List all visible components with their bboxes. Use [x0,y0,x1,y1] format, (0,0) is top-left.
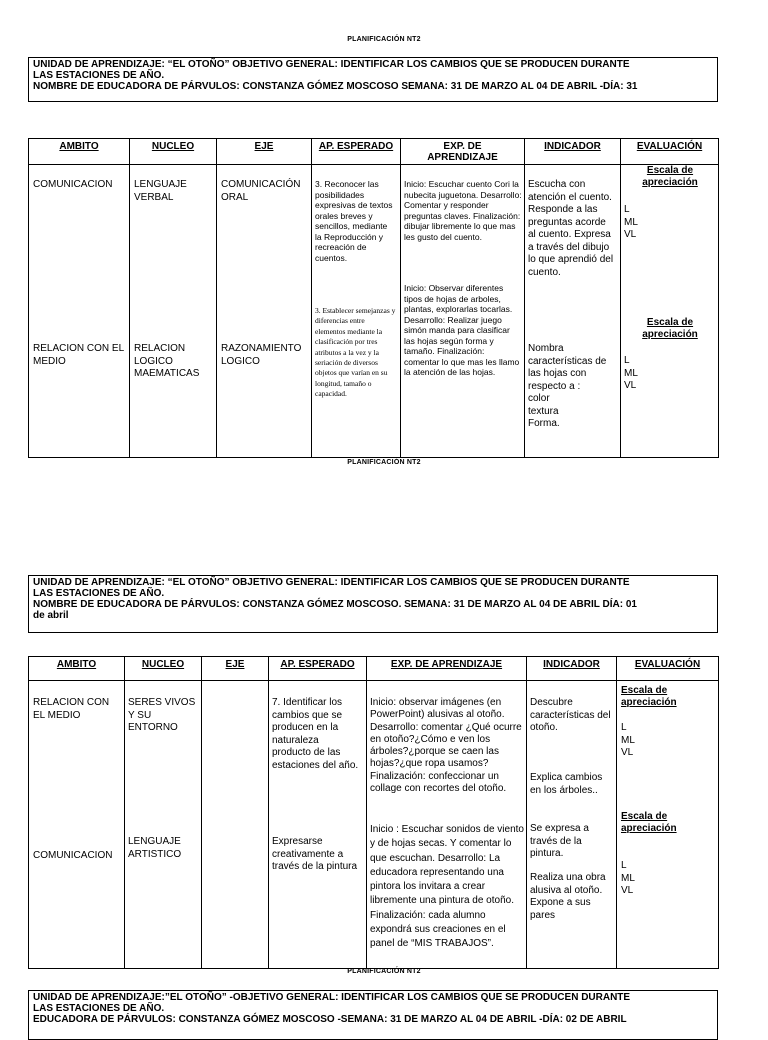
ambito-text: COMUNICACION [33,850,113,861]
table-row [29,165,719,458]
evaluation-scale-title: Escala de apreciación [642,317,698,340]
scale-item: ML [624,216,638,228]
indicador-text: Descubre características del otoño. [530,697,611,733]
header-line: UNIDAD DE APRENDIZAJE: “EL OTOÑO” OBJETIVO GENERAL: IDENTIFICAR LOS CAMBIOS QUE SE PRODUCEN DURANTE [33,59,630,70]
indicador-cell [525,165,621,458]
indicador-text: Nombra características de las hojas con respecto a : [528,343,607,392]
indicador-list-item: color [528,393,550,404]
column-header: NUCLEO [130,139,217,165]
table-header-row [29,139,719,165]
scale-item: ML [624,367,638,379]
column-header: EVALUACIÓN [621,139,719,165]
unit-header-box [28,575,718,633]
exp-text: Inicio: Escuchar cuento Cori la nubecita juguetona. Desarrollo: Comentar y responder preguntas claves. Finalización: dibujar libremente lo que mas les gusto del cuento. [404,179,522,242]
header-line: NOMBRE DE EDUCADORA DE PÁRVULOS: CONSTANZA GÓMEZ MOSCOSO. SEMANA: 31 DE MARZO AL 04 DE ABRIL DÍA: 01 [33,599,637,610]
scale-item: L [624,355,630,366]
evaluacion-cell [617,681,719,969]
exp-text: Inicio: Observar diferentes tipos de hojas de arboles, plantas, explorarlas tocarlas. Desarrollo: Realizar juego simón manda para clasificar las hojas según forma y tamaño. Finalización: comentar lo que mas les llamo la atención de las hojas. [404,283,520,377]
evaluation-scale-title: Escala de apreciación [621,685,677,708]
ap-cell [269,681,367,969]
exp-cell [401,165,525,458]
header-line: de abril [33,610,69,621]
ap-text: Expresarse creativamente a través de la pintura [272,836,358,872]
nucleo-text: RELACION LOGICO MAEMATICAS [134,343,200,379]
scale-item: VL [621,885,634,896]
exp-text: Inicio : Escuchar sonidos de viento y de hojas secas. Y comentar lo que escuchan. Desarrollo: La educadora representando una pintora los invitara a crear libremente una pintura de otoño. Finalización: cada alumno expondrá sus creaciones en el panel de “MIS TRABAJOS”. [370,824,524,950]
eje-cell [217,165,312,458]
ambito-cell [29,165,130,458]
scale-item: VL [624,229,637,240]
planning-table [28,656,719,969]
column-header: INDICADOR [527,657,617,681]
nucleo-cell [125,681,202,969]
evaluacion-cell [621,165,719,458]
indicador-list-item: Forma. [528,418,560,429]
column-header: EJE [217,139,312,165]
ap-text: 3. Reconocer las posibilidades expresivas de textos orales breves y sencillos, mediante la Reproducción y recreación de cuentos. [315,179,393,263]
indicador-text: Se expresa a través de la pintura. [530,823,589,859]
scale-item: ML [621,734,635,746]
ap-text: 7. Identificar los cambios que se producen en la naturaleza producto de las estaciones del año. [272,697,359,771]
page-title: PLANIFICACIÓN NT2 [347,36,421,43]
evaluation-scale-title: Escala de apreciación [621,811,677,834]
nucleo-text: LENGUAJE ARTISTICO [128,836,182,860]
scale-list [621,860,661,898]
scale-item: VL [624,380,637,391]
eje-cell [202,681,269,969]
nucleo-text: SERES VIVOS Y SU ENTORNO [128,697,196,733]
column-header: INDICADOR [525,139,621,165]
unit-header-box [28,57,718,102]
header-line: UNIDAD DE APRENDIZAJE:”EL OTOÑO” -OBJETIVO GENERAL: IDENTIFICAR LOS CAMBIOS QUE SE PRODUCEN DURANTE [33,992,631,1003]
page-footer-title: PLANIFICACIÓN NT2 [347,968,421,975]
table-row [29,681,719,969]
scale-item: L [624,204,630,215]
header-line: LAS ESTACIONES DE AÑO. [33,1003,165,1014]
exp-text: Inicio: observar imágenes (en PowerPoint) alusivas al otoño. Desarrollo: comentar ¿Qué ocurre en otoño?¿Cómo e ven los árboles?¿porque se caen las hojas?¿que ropa usamos? Finalización: confeccionar un collage con recortes del otoño. [370,697,522,795]
indicador-text: Realiza una obra alusiva al otoño. Expone a sus pares [530,872,606,921]
nucleo-cell [130,165,217,458]
evaluation-scale-title: Escala de apreciación [642,165,698,188]
scale-item: ML [621,872,635,884]
header-line: EDUCADORA DE PÁRVULOS: CONSTANZA GÓMEZ MOSCOSO -SEMANA: 31 DE MARZO AL 04 DE ABRIL -DÍA: 02 DE ABRIL [33,1014,627,1025]
scale-item: L [621,860,627,871]
header-line: LAS ESTACIONES DE AÑO. [33,588,165,599]
scale-list [621,722,661,760]
nucleo-text: LENGUAJE VERBAL [134,179,187,203]
column-header: NUCLEO [125,657,202,681]
header-line: LAS ESTACIONES DE AÑO. [33,70,165,81]
eje-text: COMUNICACIÓN ORAL [221,179,301,203]
exp-cell [367,681,527,969]
indicador-list [528,393,608,431]
indicador-text: Explica cambios en los árboles.. [530,772,603,796]
scale-item: L [621,722,627,733]
ap-text: 3. Establecer semejanzas y diferencias entre elementos mediante la clasificación por tres atributos a la vez y la seriación de diversos objetos que varían en su longitud, tamaño o capacidad. [315,306,396,399]
column-header: AP. ESPERADO [269,657,367,681]
scale-list [624,355,664,393]
column-header: AMBITO [29,657,125,681]
table-header-row [29,657,719,681]
indicador-text: Escucha con atención el cuento. Responde a las preguntas acorde al cuento. Expresa a través del dibujo lo que aprendió del cuento. [528,179,614,278]
ambito-cell [29,681,125,969]
ambito-text: COMUNICACION [33,179,113,190]
unit-header-box [28,990,718,1040]
column-header: AP. ESPERADO [312,139,401,165]
column-header: AMBITO [29,139,130,165]
indicador-list-item: textura [528,405,559,417]
header-line: UNIDAD DE APRENDIZAJE: “EL OTOÑO” OBJETIVO GENERAL: IDENTIFICAR LOS CAMBIOS QUE SE PRODUCEN DURANTE [33,577,630,588]
column-header: EVALUACIÓN [617,657,719,681]
ap-cell [312,165,401,458]
eje-text: RAZONAMIENTO LOGICO [221,343,302,367]
scale-list [624,204,664,242]
ambito-text: RELACION CON EL MEDIO [33,343,124,367]
ambito-text: RELACION CON EL MEDIO [33,697,110,721]
column-header: EJE [202,657,269,681]
column-header: EXP. DE APRENDIZAJE [401,139,525,165]
page-footer-title: PLANIFICACIÓN NT2 [347,459,421,466]
planning-table [28,138,719,458]
scale-item: VL [621,747,634,758]
column-header: EXP. DE APRENDIZAJE [367,657,527,681]
header-line: NOMBRE DE EDUCADORA DE PÁRVULOS: CONSTANZA GÓMEZ MOSCOSO SEMANA: 31 DE MARZO AL 04 DE ABRIL -DÍA: 31 [33,81,638,92]
indicador-cell [527,681,617,969]
